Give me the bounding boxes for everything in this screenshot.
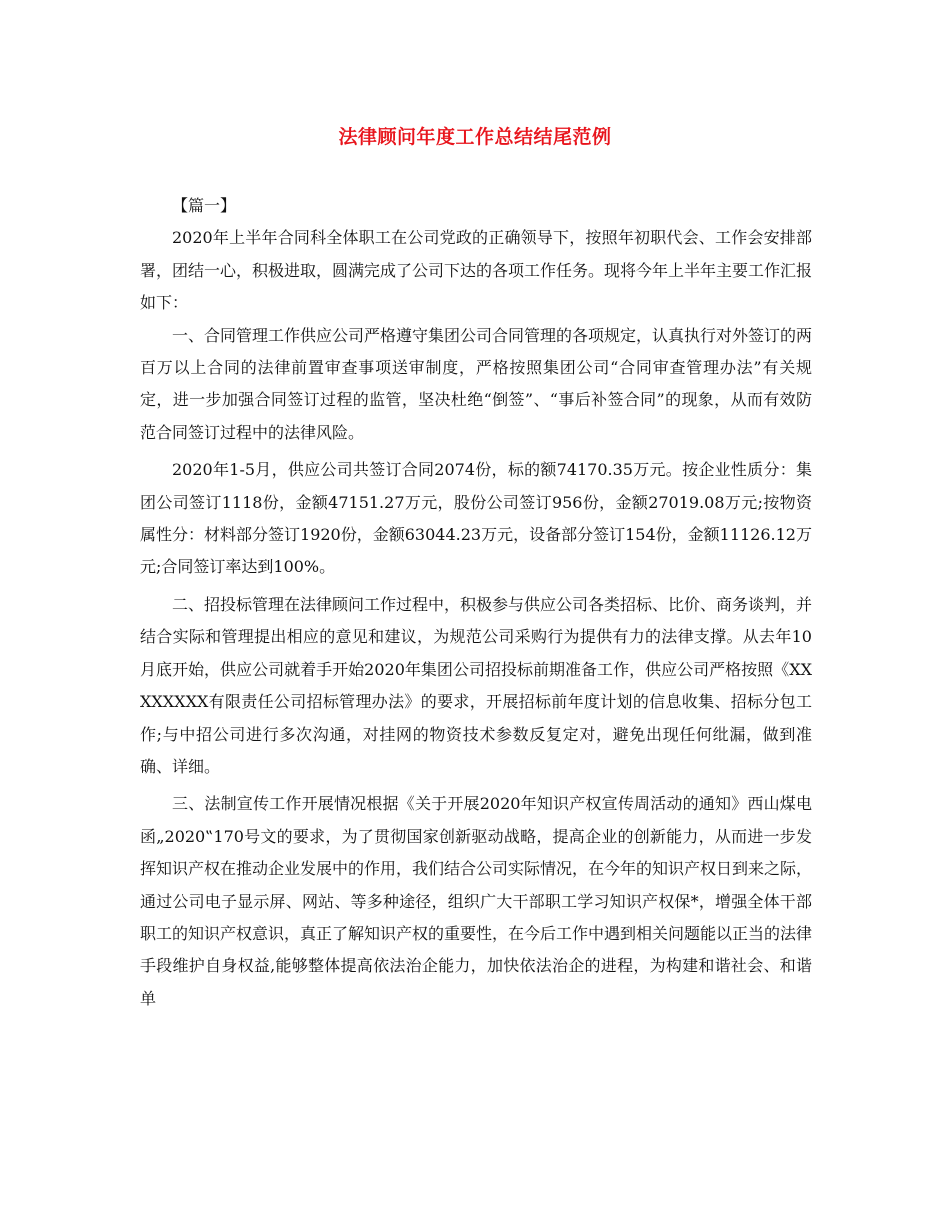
paragraph-bidding-management: 二、招投标管理在法律顾问工作过程中，积极参与供应公司各类招标、比价、商务谈判，并结合实际和管理提出相应的意见和建议，为规范公司采购行为提供有力的法律支撑。从去年10月底开始，供应公司就着手开始2020年集团公司招投标前期准备工作，供应公司严格按照《XXXXXXXX有限责任公司招标管理办法》的要求，开展招标前年度计划的信息收集、招标分包工作;与中招公司进行多次沟通，对挂网的物资技术参数反复定对，避免出现任何纰漏，做到准确、详细。 — [140, 594, 813, 776]
paragraph-contract-statistics: 2020年1-5月，供应公司共签订合同2074份，标的额74170.35万元。按企业性质分：集团公司签订1118份，金额47151.27万元，股份公司签订956份，金额27019.08万元;按物资属性分：材料部分签订1920份，金额63044.23万元，设备部分签订154份，金额11126.12万元;合同签订率达到100%。 — [140, 460, 812, 577]
document-title: 法律顾问年度工作总结结尾范例 — [338, 126, 612, 148]
paragraph-contract-management: 一、合同管理工作供应公司严格遵守集团公司合同管理的各项规定，认真执行对外签订的两百万以上合同的法律前置审查事项送审制度，严格按照集团公司“合同审查管理办法”有关规定，进一步加强合同签订过程的监管，坚决杜绝“倒签”、“事后补签合同”的现象，从而有效防范合同签订过程中的法律风险。 — [140, 325, 813, 442]
paragraph-intro: 2020年上半年合同科全体职工在公司党政的正确领导下，按照年初职代会、工作会安排部署，团结一心，积极进取，圆满完成了公司下达的各项工作任务。现将今年上半年主要工作汇报如下： — [140, 228, 813, 313]
document-body — [140, 190, 812, 1015]
section-label: 【篇一】 — [172, 196, 237, 215]
paragraph-legal-publicity: 三、法制宣传工作开展情况根据《关于开展2020年知识产权宣传周活动的通知》西山煤电函„2020‟170号文的要求，为了贯彻国家创新驱动战略，提高企业的创新能力，从而进一步发挥知识产权在推动企业发展中的作用，我们结合公司实际情况，在今年的知识产权日到来之际，通过公司电子显示屏、网站、等多种途径，组织广大干部职工学习知识产权保*，增强全体干部职工的知识产权意识，真正了解知识产权的重要性，在今后工作中遇到相关问题能以正当的法律手段维护自身权益,能够整体提高依法治企能力，加快依法治企的进程，为构建和谐社会、和谐单 — [140, 794, 813, 1008]
